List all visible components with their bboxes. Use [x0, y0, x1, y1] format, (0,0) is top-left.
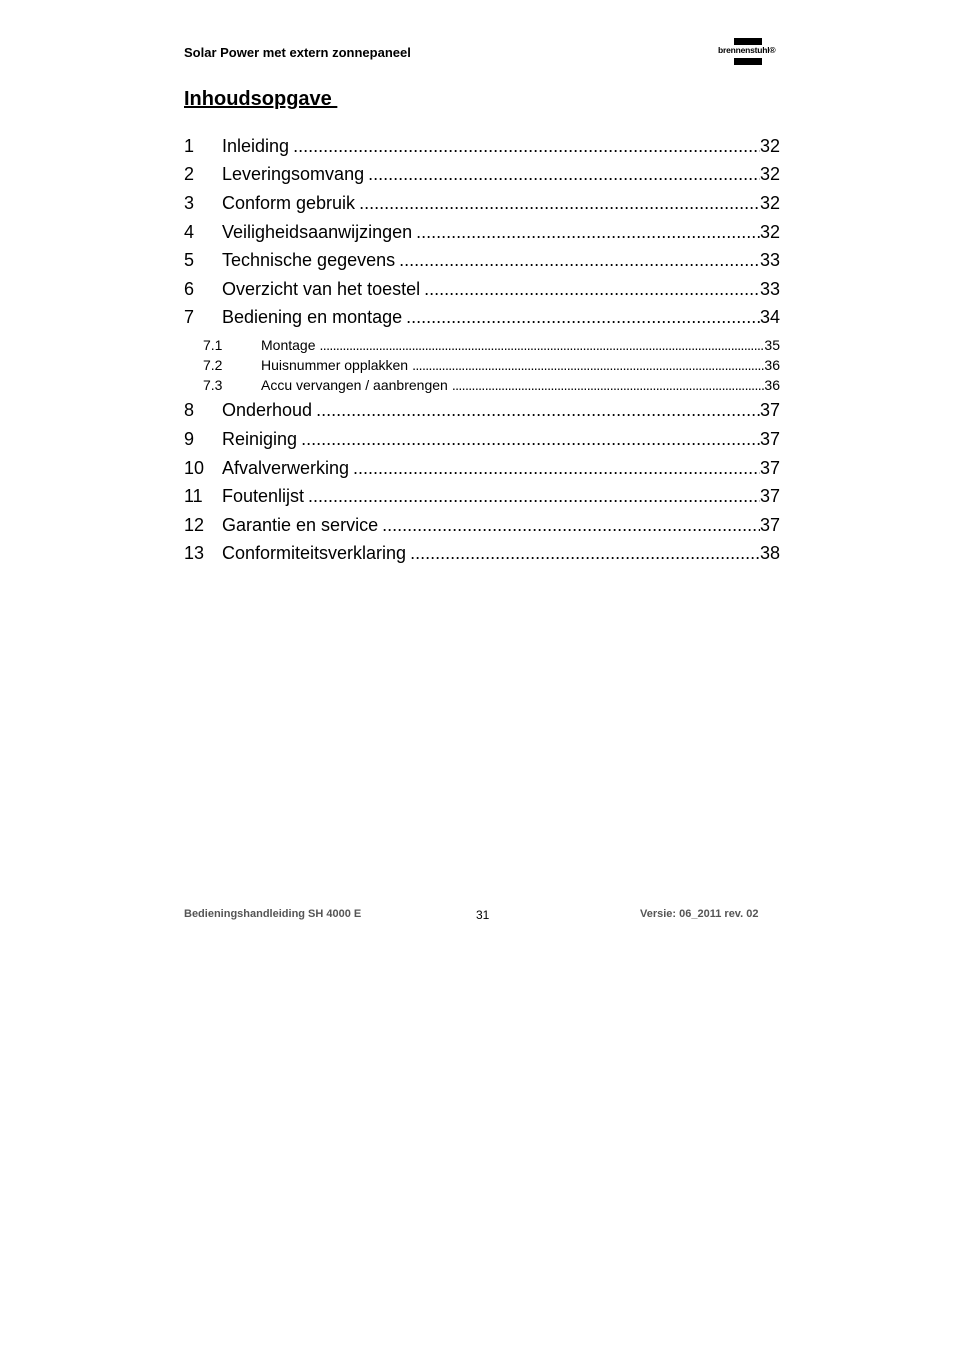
toc-entry-label: Reiniging	[222, 429, 298, 449]
toc-entry-page: 35	[764, 337, 780, 353]
toc-entry-number: 4	[184, 222, 195, 242]
toc-entry-page: 38	[759, 543, 780, 563]
toc-entry-label: Foutenlijst	[222, 486, 305, 506]
toc-entry-page: 37	[759, 486, 780, 506]
toc-entry[interactable]	[184, 486, 780, 510]
toc-entry-number: 8	[184, 400, 195, 420]
footer-manual-title: Bedieningshandleiding SH 4000 E	[184, 908, 362, 920]
toc-entry-label: Conform gebruik	[222, 193, 356, 213]
toc-leader-dots	[412, 222, 760, 243]
toc-entry-label: Garantie en service	[222, 515, 379, 535]
toc-entry-label: Afvalverwerking	[222, 458, 350, 478]
toc-leader-dots	[364, 164, 760, 185]
toc-entry-page: 34	[759, 307, 780, 327]
toc-entry-label: Technische gegevens	[222, 250, 396, 270]
toc-entry-page: 32	[759, 193, 780, 213]
toc-entry-number: 13	[184, 543, 205, 563]
toc-leader-dots	[406, 543, 760, 564]
toc-entry-label: Inleiding	[222, 136, 290, 156]
toc-entry-number: 1	[184, 136, 195, 156]
toc-leader-dots	[408, 357, 764, 373]
toc-subentry[interactable]	[184, 377, 780, 395]
toc-entry-label: Montage	[261, 337, 316, 353]
toc-entry-page: 37	[759, 458, 780, 478]
toc-entry-number: 10	[184, 458, 205, 478]
toc-leader-dots	[420, 279, 760, 300]
toc-entry-page: 32	[759, 136, 780, 156]
toc-entry-number: 3	[184, 193, 195, 213]
toc-entry-number: 7	[184, 307, 195, 327]
brennenstuhl-logo	[718, 38, 782, 68]
footer-version: Versie: 06_2011 rev. 02	[640, 908, 759, 920]
toc-entry[interactable]	[184, 429, 780, 453]
toc-leader-dots	[312, 400, 760, 421]
footer-page-number: 31	[476, 908, 490, 922]
toc-entry-page: 36	[764, 357, 780, 373]
toc-entry-label: Overzicht van het toestel	[222, 279, 421, 299]
toc-entry[interactable]	[184, 193, 780, 217]
toc-entry-number: 5	[184, 250, 195, 270]
toc-entry-number: 12	[184, 515, 205, 535]
toc-entry-number: 6	[184, 279, 195, 299]
logo-bar-top	[734, 38, 762, 45]
toc-leader-dots	[289, 136, 760, 157]
toc-entry[interactable]	[184, 279, 780, 303]
logo-wordmark: brennenstuhl®	[718, 45, 776, 55]
toc-entry-page: 32	[759, 222, 780, 242]
toc-entry-number: 11	[184, 486, 203, 506]
toc-leader-dots	[297, 429, 760, 450]
toc-entry-label: Accu vervangen / aanbrengen	[261, 377, 448, 393]
toc-entry[interactable]	[184, 136, 780, 160]
logo-bar-bottom	[734, 58, 762, 65]
toc-entry[interactable]	[184, 515, 780, 539]
toc-leader-dots	[448, 377, 765, 393]
toc-entry[interactable]	[184, 250, 780, 274]
toc-entry[interactable]	[184, 458, 780, 482]
toc-entry-number: 7.1	[203, 337, 223, 353]
toc-entry-label: Conformiteitsverklaring	[222, 543, 407, 563]
toc-entry-page: 37	[759, 515, 780, 535]
toc-entry[interactable]	[184, 164, 780, 188]
toc-entry-label: Onderhoud	[222, 400, 313, 420]
toc-leader-dots	[349, 458, 760, 479]
toc-entry-number: 9	[184, 429, 195, 449]
toc-entry-page: 33	[759, 250, 780, 270]
toc-entry-label: Veiligheidsaanwijzingen	[222, 222, 413, 242]
toc-entry-page: 33	[759, 279, 780, 299]
toc-entry-page: 36	[764, 377, 780, 393]
toc-leader-dots	[378, 515, 760, 536]
toc-entry[interactable]	[184, 543, 780, 567]
toc-entry-number: 7.2	[203, 357, 223, 373]
toc-leader-dots	[355, 193, 760, 214]
toc-entry-number: 7.3	[203, 377, 223, 393]
toc-entry-number: 2	[184, 164, 195, 184]
toc-heading: Inhoudsopgave	[184, 88, 338, 110]
toc-entry-page: 32	[759, 164, 780, 184]
toc-leader-dots	[304, 486, 760, 507]
document-header-title: Solar Power met extern zonnepaneel	[184, 45, 411, 60]
toc-entry[interactable]	[184, 222, 780, 246]
toc-entry-label: Leveringsomvang	[222, 164, 365, 184]
toc-leader-dots	[315, 337, 764, 353]
toc-entry-label: Huisnummer opplakken	[261, 357, 409, 373]
toc-subentry[interactable]	[184, 337, 780, 355]
toc-entry[interactable]	[184, 307, 780, 331]
toc-entry[interactable]	[184, 400, 780, 424]
toc-leader-dots	[402, 307, 760, 328]
toc-entry-page: 37	[759, 400, 780, 420]
toc-entry-label: Bediening en montage	[222, 307, 403, 327]
toc-leader-dots	[395, 250, 760, 271]
toc-entry-page: 37	[759, 429, 780, 449]
toc-subentry[interactable]	[184, 357, 780, 375]
